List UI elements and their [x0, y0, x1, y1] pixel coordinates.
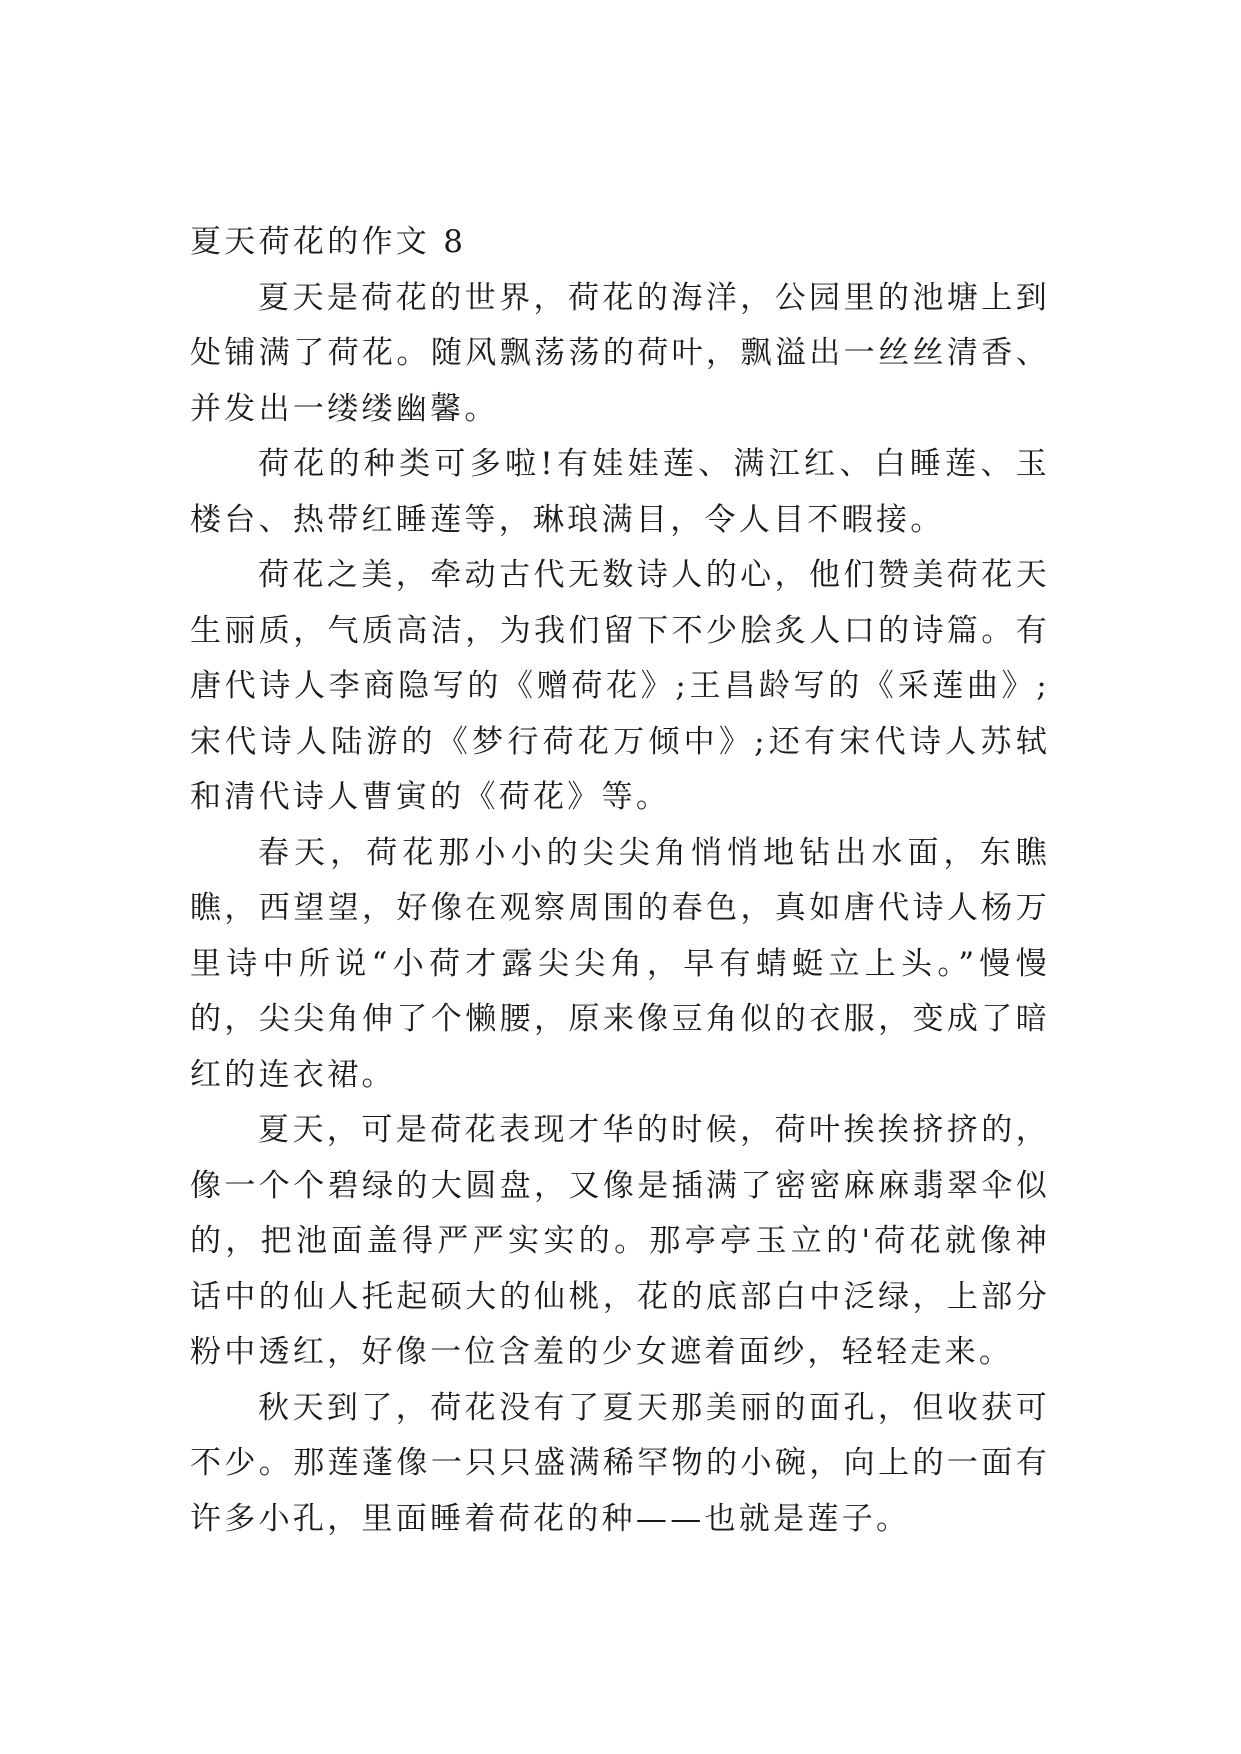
document-body: [190, 215, 1050, 1547]
paragraph-summer-world: 夏天是荷花的世界，荷花的海洋，公园里的池塘上到处铺满了荷花。随风飘荡荡的荷叶，飘溢出一丝丝清香、并发出一缕缕幽馨。: [190, 279, 1050, 427]
paragraph-spring: 春天，荷花那小小的尖尖角悄悄地钻出水面，东瞧瞧，西望望，好像在观察周围的春色，真如唐代诗人杨万里诗中所说“小荷才露尖尖角，早有蜻蜓立上头。”慢慢的，尖尖角伸了个懒腰，原来像豆角似的衣服，变成了暗红的连衣裙。: [190, 834, 1050, 1093]
paragraph-autumn: 秋天到了，荷花没有了夏天那美丽的面孔，但收获可不少。那莲蓬像一只只盛满稀罕物的小碗，向上的一面有许多小孔，里面睡着荷花的种——也就是莲子。: [190, 1389, 1050, 1537]
paragraph-summer: 夏天，可是荷花表现才华的时候，荷叶挨挨挤挤的，像一个个碧绿的大圆盘，又像是插满了密密麻麻翡翠伞似的，把池面盖得严严实实的。那亭亭玉立的'荷花就像神话中的仙人托起硕大的仙桃，花的底部白中泛绿，上部分粉中透红，好像一位含羞的少女遮着面纱，轻轻走来。: [190, 1112, 1050, 1370]
paragraph-lotus-poems: 荷花之美，牵动古代无数诗人的心，他们赞美荷花天生丽质，气质高洁，为我们留下不少脍炙人口的诗篇。有唐代诗人李商隐写的《赠荷花》;王昌龄写的《采莲曲》;宋代诗人陆游的《梦行荷花万倾中》;还有宋代诗人苏轼和清代诗人曹寅的《荷花》等。: [190, 557, 1050, 815]
paragraph-lotus-varieties: 荷花的种类可多啦!有娃娃莲、满江红、白睡莲、玉楼台、热带红睡莲等，琳琅满目，令人目不暇接。: [190, 446, 1050, 538]
document-title: 夏天荷花的作文 8: [190, 224, 467, 260]
